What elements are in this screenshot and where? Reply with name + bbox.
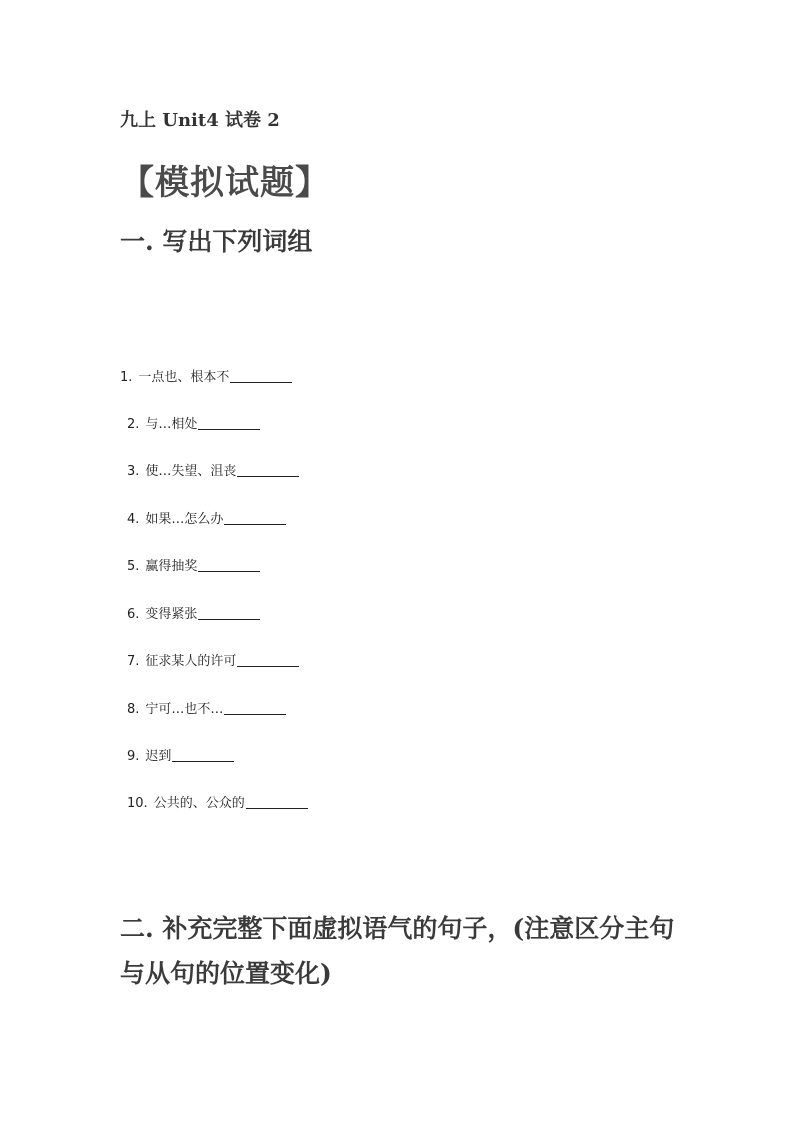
item-number: 8. — [127, 702, 140, 717]
item-text: 变得紧张 — [145, 607, 198, 622]
answer-blank — [230, 381, 292, 383]
phrase-item-3 — [127, 460, 299, 479]
item-text: 迟到 — [145, 749, 172, 764]
item-number: 9. — [127, 749, 140, 764]
item-number: 4. — [127, 512, 140, 527]
item-number: 3. — [127, 464, 140, 479]
section-1-heading: 一. 写出下列词组 — [120, 227, 313, 256]
phrase-item-10 — [127, 792, 308, 811]
item-number: 1. — [120, 370, 133, 385]
item-number: 10. — [127, 796, 148, 811]
item-text: 使…失望、沮丧 — [145, 464, 237, 479]
answer-blank — [224, 523, 286, 525]
answer-blank — [198, 618, 260, 620]
phrase-item-5 — [127, 555, 260, 574]
answer-blank — [198, 428, 260, 430]
item-text: 征求某人的许可 — [145, 654, 237, 669]
answer-blank — [246, 807, 308, 809]
item-text: 如果…怎么办 — [145, 512, 224, 527]
answer-blank — [237, 475, 299, 477]
phrase-item-6 — [127, 603, 260, 622]
answer-blank — [172, 760, 234, 762]
item-text: 赢得抽奖 — [145, 559, 198, 574]
answer-blank — [237, 665, 299, 667]
item-number: 5. — [127, 559, 140, 574]
item-number: 6. — [127, 607, 140, 622]
phrase-item-7 — [127, 650, 299, 669]
section-2-heading: 二. 补充完整下面虚拟语气的句子，(注意区分主句与从句的位置变化) — [120, 914, 675, 988]
item-text: 与…相处 — [145, 417, 198, 432]
document-title: 九上 Unit4 试卷 2 — [120, 110, 280, 131]
phrase-item-4 — [127, 508, 286, 527]
answer-blank — [198, 570, 260, 572]
item-text: 一点也、根本不 — [138, 370, 230, 385]
item-number: 7. — [127, 654, 140, 669]
phrase-item-2 — [127, 413, 260, 432]
mock-test-banner: 【模拟试题】 — [120, 163, 330, 203]
phrase-item-8 — [127, 698, 286, 717]
item-text: 宁可…也不… — [145, 702, 224, 717]
item-number: 2. — [127, 417, 140, 432]
phrase-item-9 — [127, 745, 234, 764]
answer-blank — [224, 713, 286, 715]
phrase-item-1 — [120, 366, 292, 385]
item-text: 公共的、公众的 — [153, 796, 245, 811]
